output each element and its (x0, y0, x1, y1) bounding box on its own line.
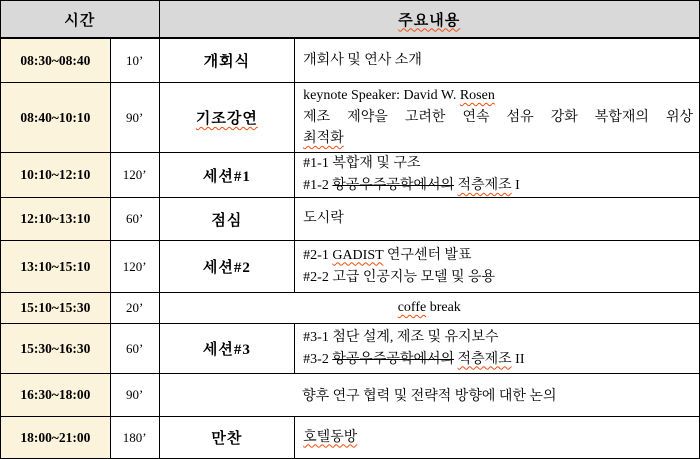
merged-content-cell (160, 293, 699, 323)
category-cell: 세션#3 (160, 324, 296, 373)
table-row (1, 153, 699, 198)
content-line: 개회사 및 연사 소개 (303, 52, 422, 68)
content-cell (295, 198, 699, 240)
duration-cell: 120’ (111, 241, 160, 292)
duration-cell: 120’ (111, 153, 160, 197)
content-line: #3-1 첨단 설계, 제조 및 유지보수 (303, 329, 499, 345)
content-line: coffe break (397, 300, 461, 315)
merged-content-cell (160, 374, 699, 416)
content-line: 제조 제약을 고려한 연속 섬유 강화 복합재의 위상 (303, 110, 694, 125)
content-line: 최적화 (303, 131, 344, 146)
table-row (1, 198, 699, 241)
duration-cell: 60’ (111, 324, 160, 373)
content-line: 호텔동방 (303, 429, 358, 445)
category-cell: 만찬 (160, 417, 296, 458)
header-row (1, 1, 699, 39)
content-cell (295, 39, 699, 82)
category-cell: 세션#1 (160, 153, 296, 197)
time-cell: 08:40~10:10 (1, 83, 111, 152)
time-cell: 15:30~16:30 (1, 324, 111, 373)
duration-cell: 90’ (111, 374, 160, 416)
duration-cell: 180’ (111, 417, 160, 458)
time-cell: 13:10~15:10 (1, 241, 111, 292)
time-cell: 18:00~21:00 (1, 417, 111, 458)
time-cell: 08:30~08:40 (1, 39, 111, 82)
table-row (1, 241, 699, 293)
category-cell: 세션#2 (160, 241, 296, 292)
content-line: #1-1 복합재 및 구조 (303, 156, 421, 171)
table-row (1, 324, 699, 374)
content-line: #1-2 항공우주공학에서의 적층제조 I (303, 178, 520, 193)
content-cell (295, 83, 699, 152)
content-line: #3-2 항공우주공학에서의 적층제조 II (303, 351, 525, 367)
duration-cell: 10’ (111, 39, 160, 82)
time-column-header: 시간 (64, 12, 96, 29)
table-row (1, 417, 699, 458)
table-row (1, 293, 699, 324)
content-cell (295, 241, 699, 292)
content-line: keynote Speaker: David W. Rosen (303, 88, 495, 103)
content-column-header: 주요내용 (398, 12, 461, 29)
time-cell: 16:30~18:00 (1, 374, 111, 416)
content-cell (295, 153, 699, 197)
table-row (1, 83, 699, 153)
duration-cell: 60’ (111, 198, 160, 240)
time-cell: 12:10~13:10 (1, 198, 111, 240)
content-line: 향후 연구 협력 및 전략적 방향에 대한 논의 (302, 389, 557, 404)
time-cell: 15:10~15:30 (1, 293, 111, 323)
header-cell-time (1, 1, 160, 37)
table-row (1, 374, 699, 417)
header-cell-content (160, 1, 699, 37)
content-cell (295, 417, 699, 458)
content-line: 도시락 (303, 211, 344, 226)
content-line: #2-1 GADIST 연구센터 발표 (303, 247, 472, 263)
time-cell: 10:10~12:10 (1, 153, 111, 197)
duration-cell: 90’ (111, 83, 160, 152)
duration-cell: 20’ (111, 293, 160, 323)
category-cell: 개회식 (160, 39, 296, 82)
table-row (1, 39, 699, 83)
category-cell: 점심 (160, 198, 296, 240)
category-cell: 기조강연 (160, 83, 296, 152)
content-cell (295, 324, 699, 373)
content-line: #2-2 고급 인공지능 모델 및 응용 (303, 269, 496, 285)
